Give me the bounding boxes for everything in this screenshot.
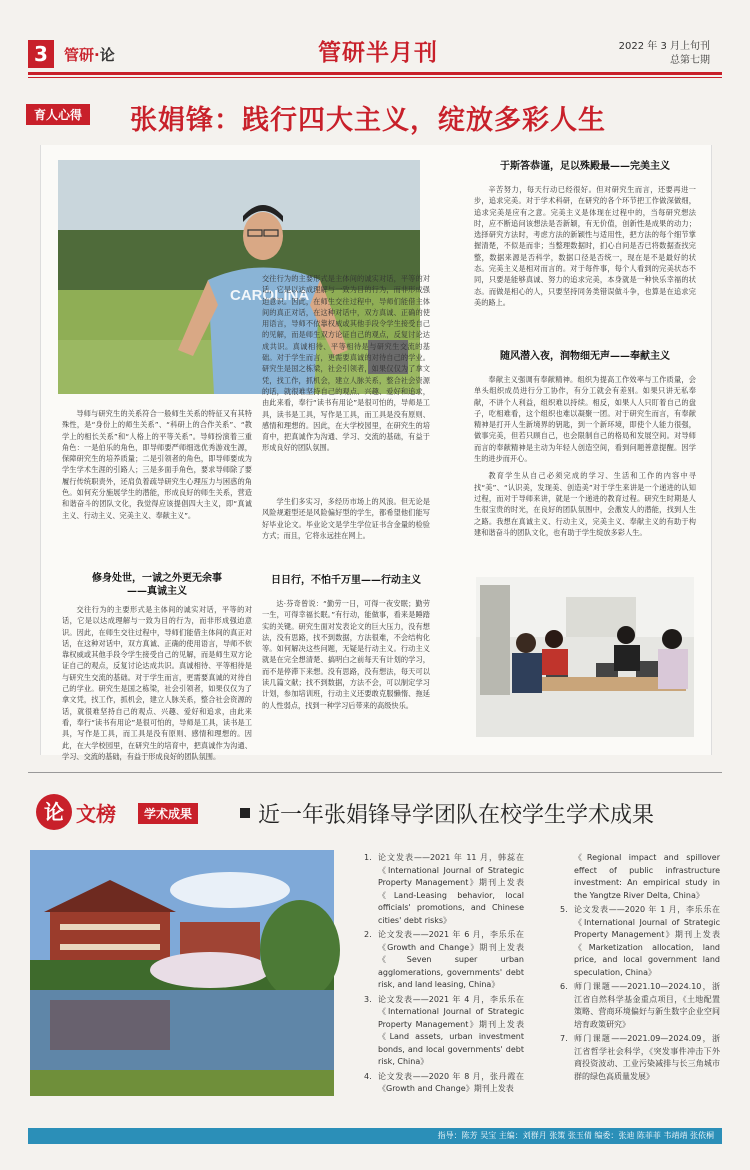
sincere-heading-line1: 修身处世，一诚之外更无余事 [92,573,222,584]
action-heading: 日日行，不怕千万里——行动主义 [271,575,421,586]
campus-photo [30,850,334,1096]
item-text: 师门课题——2021.09—2024.09，浙江省哲学社会科学，《突发事件冲击下外商投资波动、工业污染减排与长三角城市群的绿色高质量发展》 [574,1034,720,1081]
achievements-title: 近一年张娟锋导学团队在校学生学术成果 [258,803,655,828]
item-number: 1. [364,853,372,862]
achievements-logo-text: 文榜 [76,802,116,826]
achievements-tag: 学术成果 [138,803,198,824]
article-title: 张娟锋：践行四大主义，绽放多彩人生 [130,105,606,136]
issue-number: 总第七期 [670,55,710,66]
issue-date: 2022 年 3 月上旬刊 [618,41,710,52]
item-number: 3. [364,994,372,1004]
achievements-list-right [560,852,720,1085]
achievements-logo: 论 [36,794,72,830]
header-rule-thin [28,77,722,78]
achievement-item [560,904,720,979]
action-text-a-block [262,496,430,547]
devotion-heading: 随风潜入夜，润物细无声——奉献主义 [500,351,670,362]
achievement-item [560,981,720,1031]
achievement-item [364,852,524,927]
devotion-text-block [474,374,696,544]
section-sub: 论 [99,46,115,64]
footer-credits: 指导：陈芳 吴宝 主编：刘群月 张策 张玉倩 编委：张迪 陈菲菲 韦靖靖 张依桐 [28,1128,722,1144]
perfect-text-block [474,184,696,314]
article-tag: 育人心得 [26,104,90,125]
item-number [560,852,574,902]
intro-paragraph [62,408,252,527]
achievement-item [364,929,524,992]
item-text: 论文发表——2021 年 4 月，李乐乐在《International Journal of Strategic Property Management》期刊上发表《Land assets, urban investment bonds, and local governments' debt risk, China》 [378,994,524,1066]
devotion-text-a: 奉献主义强调有奉献精神。组织为提高工作效率与工作质量，会单头组织成员进行分工协作，有分工就会有差别。如果只讲无私奉献，不讲个人利益，组织难以持续。相反，如果人人只盯着自己的盘子，吃相难看，这个组织也难以凝聚一团。对于研究生而言，有奉献精神是打开人生新境界的钥匙，到一个新环境，即使个人能力很强，做事完美，但若只顾自己，也会限制自己的格局和发展空间。对导师而言的奉献精神是主动为年轻人创造空间，看到问题善意提醒。因学生的进步而开心。 [474,375,696,464]
item-text: 师门课题——2021.10—2024.10，浙江省自然科学基金重点项目，《土地配置策略、营商环境偏好与新生数字企业空间培育政策研究》 [574,982,720,1029]
achievements-list-left [364,852,524,1098]
perfect-heading: 于斯答恭谨，足以殊殿最——完美主义 [500,161,670,172]
masthead: 管研半月刊 [318,39,438,66]
sincere-text: 交往行为的主要形式是主体间的诚实对话，平等的对话，它是以达成理解与一致为目的行为，而非形成强迫意识。因此，在师生交往过程中，导师们能借主体间的真正对话，在这种对话中，双方真诚、正确的使用语言，导师不依靠权威或其他手段令学生接受自己的见解，而是师生双方论证自己的观点，反复讨论达成共识。真诚相待、平等相待是与研究生交流的基础。对于学生而言，更需要真诚的对待自己的学业。研究生是国之栋梁，社会引领者，如果仅仅为了拿文凭，找工作，抓机会，建立人脉关系，整合社会资源的话，就很难坚持自己的观点、兴趣、爱好和追求，由此来看，奉行“读书有用论”是很可怕的，导师是工具，读书是工具，写作是工具，而工具是没有原则、感情和理想的。因此，在大学校园里，在研究生的培育中，把真诚作为沟通、学习、交流的基础，有益于形成良好的团队氛围。 [62,605,252,761]
achievement-item [364,1071,524,1096]
item-number: 7. [560,1034,568,1043]
achievement-item [560,852,720,902]
sincere-text-continued: 交往行为的主要形式是主体间的诚实对话，平等的对话，它是以达成理解与一致为目的行为，而非形成强迫意识。因此，在师生交往过程中，导师们能借主体间的真正对话，在这种对话中，双方真诚、正确的使用语言，导师不依靠权威或其他手段令学生接受自己的见解，而是师生双方论证自己的观点，反复讨论达成共识。真诚相待、平等相待是与研究生交流的基础。对于学生而言，更需要真诚的对待自己的学业。研究生是国之栋梁，社会引领者，如果仅仅为了拿文凭，找工作，抓机会，建立人脉关系，整合社会资源的话，就很难坚持自己的观点、兴趣、爱好和追求，由此来看，奉行“读书有用论”是很可怕的，导师是工具，读书是工具，写作是工具，而工具是没有原则、感情和理想的。因此，在大学校园里，在研究生的培育中，把真诚作为沟通、学习、交流的基础，有益于形成良好的团队氛围。 [262,274,430,453]
sincere-text-col1 [62,604,252,761]
achievement-item [560,1033,720,1083]
devotion-text-b: 教育学生从自己必须完成的学习、生活和工作的内容中寻找“美”、“认识美，发现美、创造美”对于学生来讲是一个递进的认知过程，而对于导师来讲，就是一个递进的教育过程。研究生时期是人生很宝贵的时光，在良好的团队氛围中，会激发人的潜能，找到人生之路。我想在真诚主义、行动主义，完美主义、奉献主义的有助于构建和谐奋斗的团队文化，也有助于学生绽放多彩人生。 [474,471,696,537]
item-number: 5. [560,905,568,914]
issue-info [619,40,710,68]
sincere-heading [62,572,252,598]
item-number: 4. [364,1071,372,1081]
section-divider [28,772,722,773]
sincere-heading-line2: ——真诚主义 [127,586,187,597]
item-text: 论文发表——2020 年 1 月，李乐乐在《International Journal of Strategic Property Management》期刊上发表《Marketization allocation, land price, and local government land speculation, China》 [574,905,720,977]
item-text: 论文发表——2021 年 6 月，李乐乐在《Growth and Change》期刊上发表《Seven super urban agglomerations, governments' debt risk, and land leasing, China》 [378,930,524,989]
achievement-item [364,994,524,1069]
intro-text: 导师与研究生的关系符合一般师生关系的特征又有其特殊性，是“身份上的师生关系”、“科研上的合作关系”、“教学上的相长关系”和“人格上的平等关系”。导师扮演着三重角色：一是伯乐的角色，即导师要严师细选优秀游戏生源，保障研究生的培养质量；二是引领者的角色，即导师要成为学生学术生涯的引路人；三是多面手角色，要求导师除了要履行传统职责外，还肩负着疏导研究生心理压力与困惑的角色。如何充分施展学生的潜能，形成良好的师生关系，营造和谐奋斗的团队文化，我觉得应该提倡四大主义，即“真诚主义、行动主义、完美主义、奉献主义”。 [62,409,252,520]
item-number: 2. [364,930,372,939]
item-text: 论文发表——2021 年 11 月，韩蕊在《International Journal of Strategic Property Management》期刊上发表《Land-Leasing behavior, local officials' promotions, and Chinese cities' debt risks》 [378,853,524,925]
section-main: 管研 [64,46,95,64]
header-rule [28,72,722,75]
action-text-b: 达·芬奇曾说：“勤劳一日，可得一夜安眠；勤劳一生，可得幸福长眠。”有行动，能做事，看来是睡踏实的关键。研究生面对发表论文的巨大压力，没有想法，没有思路，找不到数据，方法很难，不会结构化等。如何解决这些问题，无疑是行动主义。行动主义就是在完全想清楚、搞明白之前每天有计划的学习，而不是停滞下来想。没有思路，没有想法，每天可以读几篇文献；找不到数据，方法不会，可以制定学习计划，参加培训班，行动主义还要敢克服懒惰、拖延的人性弱点，找到一种学习后带来的高级快乐。 [262,599,430,710]
action-text-b-block [262,598,430,717]
section-dot: · [94,46,100,64]
title-bullet [240,808,250,818]
item-text: 《Regional impact and spillover effect of public infrastructure investment: An empirical study in the Yangtze River Delta, China》 [574,853,720,900]
team-photo [476,577,694,737]
page-number: 3 [28,40,54,68]
team-illustration [476,577,694,737]
perfect-text: 辛苦努力，每天行动已经很好。但对研究生而言，还要再进一步，追求完美。对于学术科研，在研究的各个环节把工作做深做细，追求完美是应有之意。完美主义是体现在过程中的，当每研究想法时，应不断追问该想法是否新颖，有无价值，创新性是成果的动力；选择研究方法时，考虑方法的新颖性与适用性，把方法的每个细节掌握清楚，不似是而非；当整理数据时，扪心自问是否已将数据查找完整，数据来源是否科学，数据口径是否统一，现在是不是最好的状态。完美主义是相对而言的。对于每件事，每个人看到的完美状态不同，只要是能够真诚、努力的追求完美，本身就是一种快乐幸福的状态。而做是相心的人，只要坚持同务类错误做斗争，也算是在追求完美的路上。 [474,185,696,307]
action-text-a: 学生们多实习，多经历市场上的风浪。但无论是风险规避型还是风险偏好型的学生，都希望他们能写好毕业论文。毕业论文是学生学位证书含金量的检验方式；而且，它将永远挂在网上。 [262,497,430,540]
section-label [64,44,115,65]
campus-illustration [30,850,334,1096]
item-text: 论文发表——2020 年 8 月，张丹霞在《Growth and Change》期刊上发表 [378,1071,524,1093]
svg-text:CAROLINA: CAROLINA [230,287,310,304]
item-number: 6. [560,982,568,991]
